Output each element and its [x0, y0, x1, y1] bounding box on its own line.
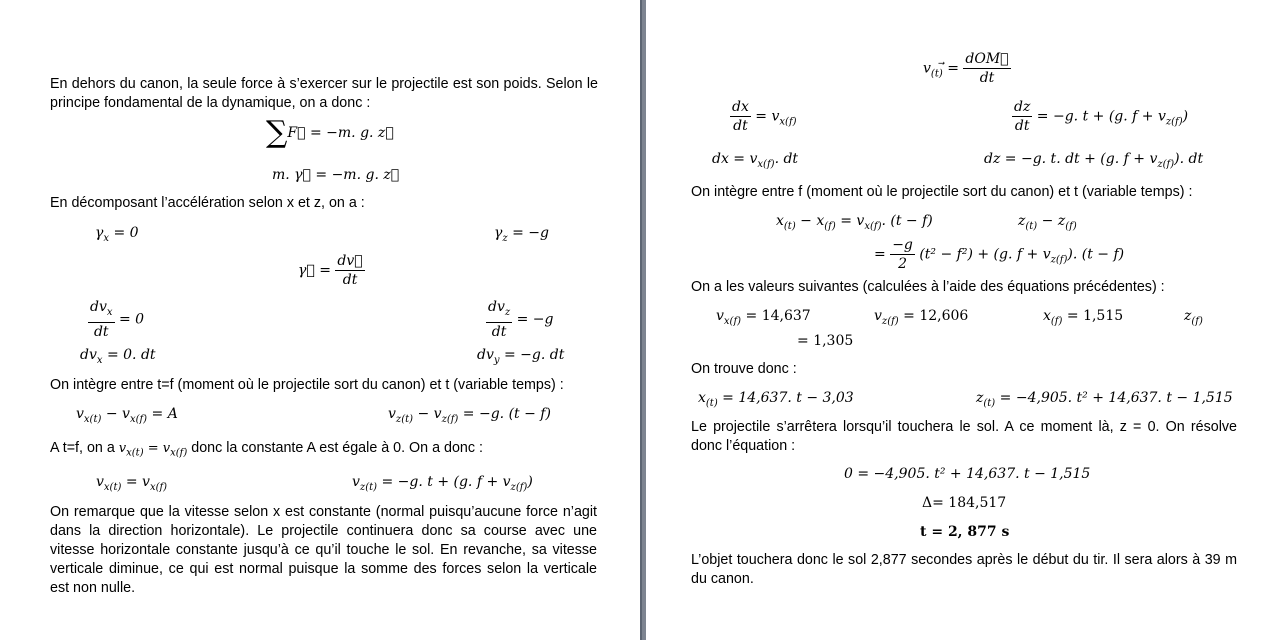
equation-delta: Δ= 184,517 [922, 495, 1007, 511]
paragraph-sol: Le projectile s’arrêtera lorsqu’il touchera le sol. A ce moment là, z = 0. On résolve donc l’équation : [691, 419, 1237, 454]
equation-vx-A: $v_{x(t)} - v_{x(f)} = A$ [76, 406, 178, 425]
equation-dx-dt: $\frac{dx}{dt}$ = $v_{x(f)}$ [732, 99, 797, 134]
equation-gamma-x: $\gamma_x = 0$ [95, 225, 139, 244]
paragraph-conclusion: L’objet touchera donc le sol 2,877 secondes après le début du tir. Il sera alors à 39 m du canon. [691, 552, 1237, 587]
paragraph-integration-right: On intègre entre f (moment où le projectile sort du canon) et t (variable temps) : [691, 184, 1193, 200]
paragraph-remarque: On remarque que la vitesse selon x est constante (normal puisqu’aucune force n’agit dans la direction horizontale). Le projectile continuera donc sa course avec une vitesse horizontale constante jusqu’à ce qu’il touche le sol. En revanche, sa vitesse verticale diminue, ce qui est normal puisque la somme des forces selon la verticale est non nulle. [50, 504, 597, 596]
paragraph-decomposition: En décomposant l’accélération selon x et z, on a : [50, 195, 365, 211]
equation-xt: $x_{(t)} = 14,637$. t − 3,03 [698, 390, 854, 409]
value-zf: = 1,305 [797, 333, 854, 349]
equation-dz-dt: $\frac{dz}{dt}$ = −g. t + (g. $f + v_{z(f)}$) [1014, 99, 1189, 134]
equation-gamma-z: $\gamma_z = -g$ [494, 225, 549, 244]
equation-z-diff-left: $z_{(t)} - z_{(f)}$ [1018, 213, 1077, 232]
equation-dx: dx = $v_{x(f)}$. dt [712, 151, 799, 170]
equation-z-diff-right: = $\frac{-g}{2}$ (t² − f²) + (g. $f + v_{z(f)}$). (t − f) [874, 237, 1125, 272]
equation-vz-t: $v_{z(t)} = -g$. t + (g. $f + v_{z(f)}$) [352, 474, 533, 493]
equation-gamma-vector: γ⃗ = $\frac{dv⃗}{dt}$ [298, 253, 363, 288]
left-page [0, 0, 640, 640]
equation-t-result: t = 2, 877 s [920, 524, 1010, 540]
equation-x-diff: $x_{(t)} - x_{(f)} = v_{x(f)}$. (t − f) [776, 213, 933, 232]
paragraph-on-trouve: On trouve donc : [691, 361, 797, 377]
paragraph-integration: On intègre entre t=f (moment où le projectile sort du canon) et t (variable temps) : [50, 377, 564, 393]
value-vz: $v_{z(f)} = 12,606$ [874, 308, 969, 327]
equation-m-gamma: m. γ⃗ = −m. g. z⃗ [272, 167, 400, 183]
paragraph-constante: A t=f, on a $v_{x(t)} = v_{x(f)}$ donc la constante A est égale à 0. On a donc : [50, 440, 483, 459]
equation-v-om: $v_{(t)}⃗$ = $\frac{\text{dOM⃗}}{dt}$ [923, 51, 1009, 86]
paragraph-poids: En dehors du canon, la seule force à s’exercer sur le projectile est son poids. Selon le principe fondamental de la dynamique, on a donc : [50, 76, 598, 111]
equation-zero: 0 = −4,905. t² + 14,637. t − 1,515 [844, 466, 1091, 482]
value-xf: $x_{(f)} = 1,515$ [1043, 308, 1124, 327]
equation-vz-diff: $v_{z(t)} - v_{z(f)} = -g$. (t − f) [388, 406, 551, 425]
value-vx: $v_{x(f)} = 14,637$ [716, 308, 811, 327]
equation-zt: $z_{(t)} = -4,905$. t² + 14,637. t − 1,515 [976, 390, 1233, 409]
equation-sum-forces: ∑F⃗ = −m. g. z⃗ [266, 115, 394, 150]
equation-dvx-dt: $\frac{dv_x}{dt}$ = 0 [90, 299, 145, 340]
equation-vx-equal: $v_{x(t)} = v_{x(f)}$ [96, 474, 168, 493]
equation-dz: dz = −g. t. dt + (g. $f + v_{z(f)}$). dt [984, 151, 1204, 170]
equation-dvx: $dv_x = 0$. dt [80, 347, 156, 366]
right-page [646, 0, 1282, 640]
value-zf-label: $z_{(f)}$ [1184, 308, 1203, 327]
equation-dvy: $dv_y = -g$. dt [477, 347, 565, 366]
equation-dvz-dt: $\frac{dv_z}{dt}$ = −g [488, 299, 554, 340]
paragraph-valeurs: On a les valeurs suivantes (calculées à l’aide des équations précédentes) : [691, 279, 1165, 295]
